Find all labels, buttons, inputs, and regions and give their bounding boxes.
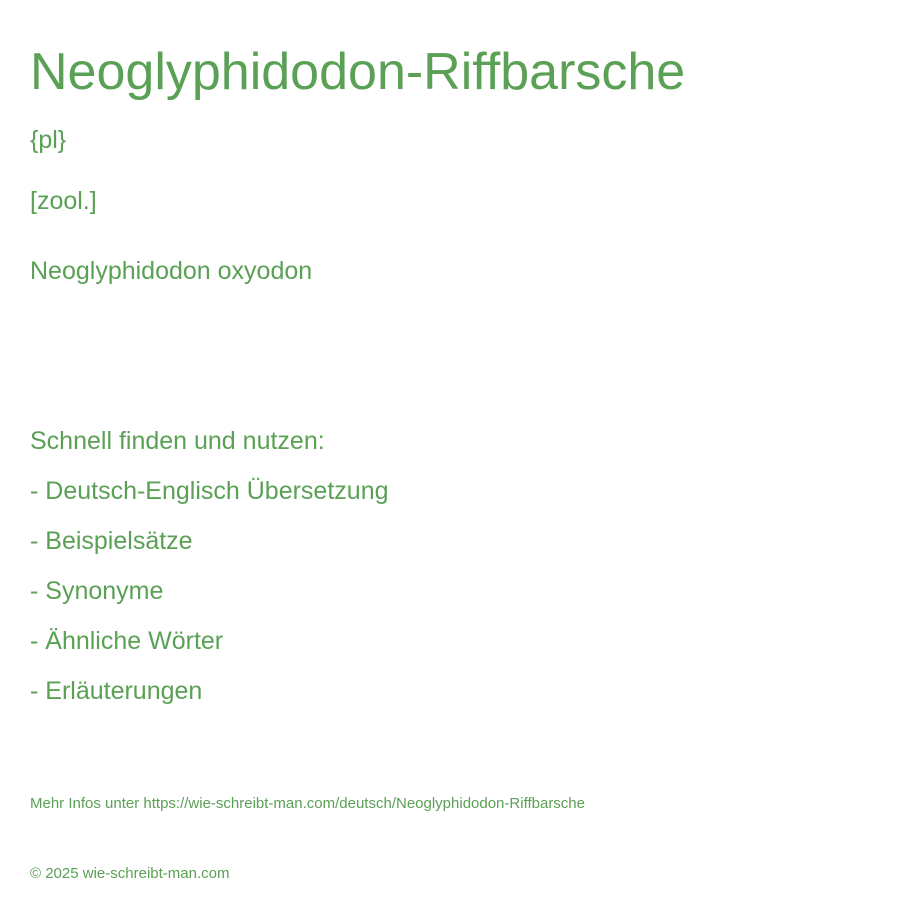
- grammar-tag: {pl}: [30, 126, 67, 154]
- quick-link-explanations: - Erläuterungen: [30, 677, 203, 705]
- quick-link-similar-words: - Ähnliche Wörter: [30, 627, 224, 655]
- quick-links-heading: Schnell finden und nutzen:: [30, 427, 325, 455]
- quick-link-example-sentences: - Beispielsätze: [30, 527, 193, 555]
- quick-link-translation: - Deutsch-Englisch Übersetzung: [30, 477, 389, 505]
- copyright-text: © 2025 wie-schreibt-man.com: [30, 865, 230, 882]
- quick-link-synonyms: - Synonyme: [30, 577, 164, 605]
- quick-links-list: [30, 476, 389, 726]
- more-info-text: Mehr Infos unter https://wie-schreibt-man.com/deutsch/Neoglyphidodon-Riffbarsche: [30, 795, 585, 812]
- page-title: Neoglyphidodon-Riffbarsche: [30, 43, 686, 101]
- domain-tag: [zool.]: [30, 187, 97, 215]
- scientific-name: Neoglyphidodon oxyodon: [30, 257, 313, 285]
